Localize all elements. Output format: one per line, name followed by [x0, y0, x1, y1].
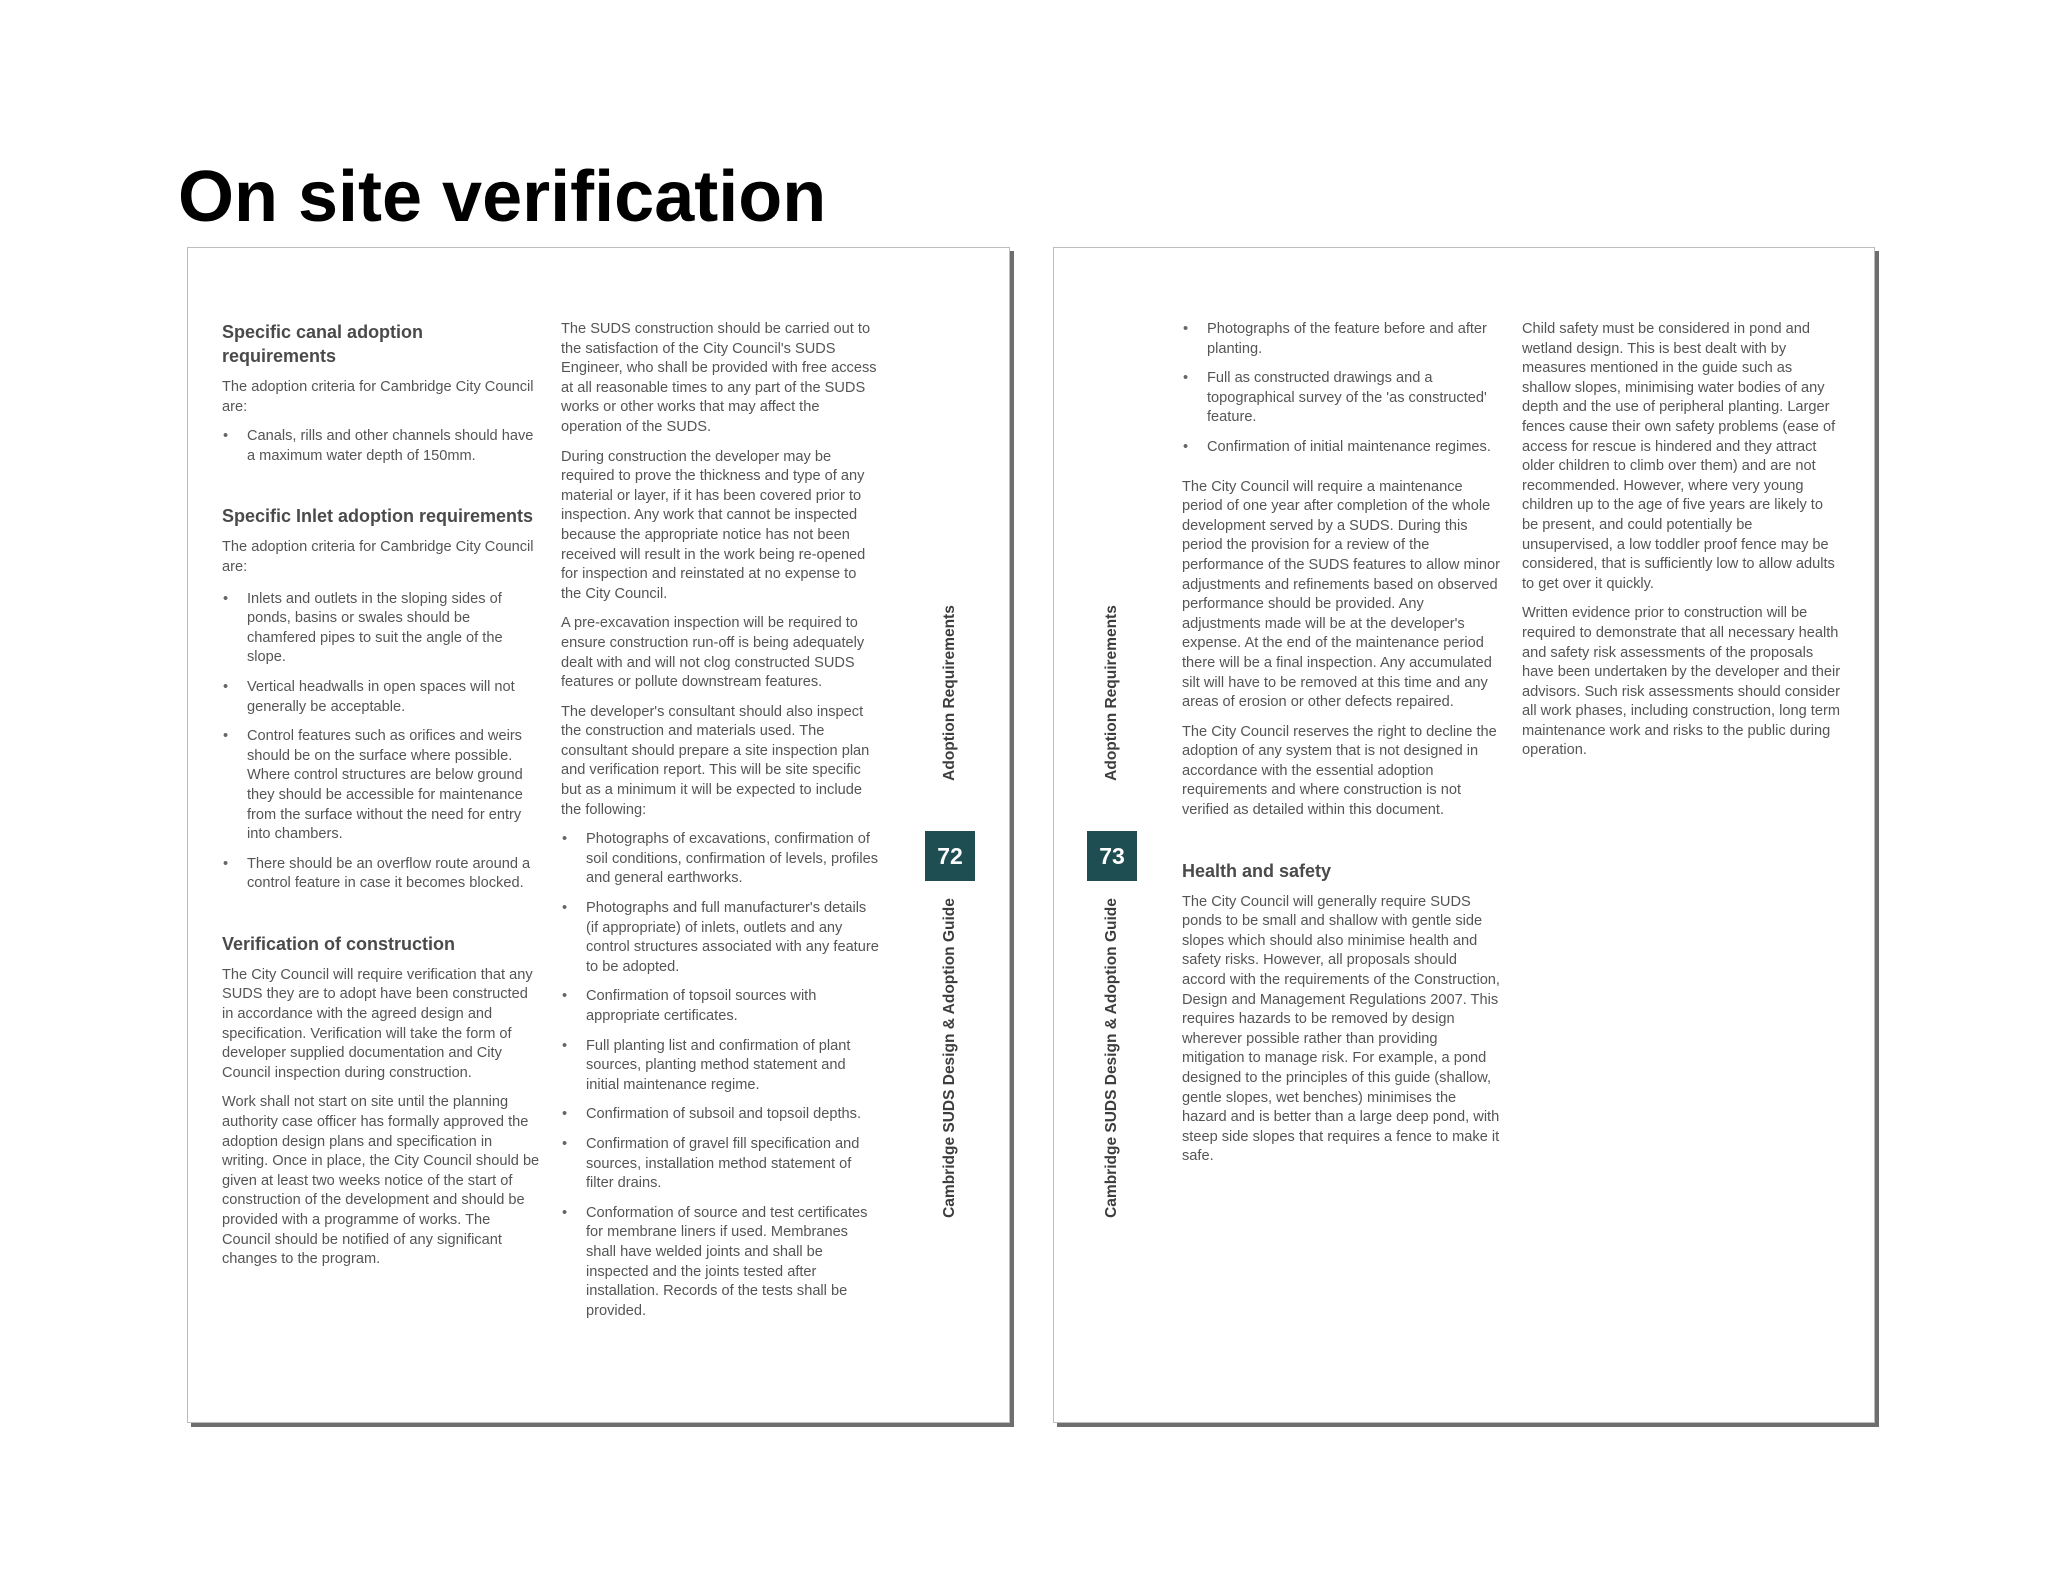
- health-safety-paragraph: The City Council will generally require SUDS ponds to be small and shallow with gentle side slopes which should also minimise health and safety risks. However, all proposals should accord with the requirements of the Construction, Design and Management Regulations 2007. This requires hazards to be removed by design wherever possible rather than providing mitigation to manage risk. For example, a pond designed to the principles of this guide (shallow, gentle slopes, wet benches) minimises the hazard and is better than a large deep pond, with steep side slopes that requires a fence to make it safe.: [1182, 893, 1500, 1165]
- written-evidence-paragraph: Written evidence prior to construction will be required to demonstrate that all necessary health and safety risk assessments of the proposals have been undertaken by the developer and their advisors. Such risk assessments should consider all work phases, including construction, long term maintenance work and risks to the public during operation.: [1522, 605, 1841, 759]
- list-item: • Confirmation of subsoil and topsoil depths.: [561, 1105, 879, 1125]
- list-item: • Canals, rills and other channels should have a maximum water depth of 150mm.: [222, 427, 540, 466]
- right-page-column-2: [1522, 320, 1842, 771]
- canal-adoption-list: [222, 427, 540, 466]
- inspection-requirements-list-continued: [1182, 320, 1504, 458]
- verification-heading: Verification of construction: [222, 933, 456, 954]
- maintenance-paragraph: The City Council will require a maintenance period of one year after completion of the whole development served by a SUDS. During this period the provision for a review of the performance of the SUDS features to allow minor adjustments and refinements based on observed performance should be provided. Any adjustments made will be at the developer's expense. At the end of the maintenance period there will be a final inspection. Any accumulated silt will have to be removed at this time and any areas of erosion or other defects repaired.: [1182, 478, 1500, 711]
- construction-paragraph-1: The SUDS construction should be carried out to the satisfaction of the City Council's SUDS Engineer, who shall be provided with free access at all reasonable times to any part of the SUDS works or other works that may affect the operation of the SUDS.: [561, 321, 877, 435]
- construction-paragraph-4: The developer's consultant should also inspect the construction and materials used. The consultant should prepare a site inspection plan and verification report. This will be site specific but as a minimum it will be expected to include the following:: [561, 703, 870, 818]
- construction-paragraph-3: A pre-excavation inspection will be required to ensure construction run-off is being adequately dealt with and will not clog constructed SUDS features or pollute downstream features.: [561, 615, 865, 691]
- list-item: • Photographs of the feature before and after planting.: [1182, 320, 1504, 359]
- page-number-badge: 72: [925, 831, 975, 881]
- list-item: • Confirmation of topsoil sources with appropriate certificates.: [561, 987, 879, 1026]
- canal-adoption-intro: The adoption criteria for Cambridge City Council are:: [222, 379, 534, 415]
- spine-guide-label: Cambridge SUDS Design & Adoption Guide: [1103, 898, 1120, 1218]
- list-item: • Confirmation of initial maintenance regimes.: [1182, 438, 1504, 458]
- spine-section-label: Adoption Requirements: [941, 605, 958, 781]
- list-item: • Full planting list and confirmation of plant sources, planting method statement and initial maintenance regime.: [561, 1037, 879, 1096]
- list-item: • There should be an overflow route around a control feature in case it becomes blocked.: [222, 855, 540, 894]
- left-page-column-1: [222, 320, 540, 1280]
- list-item: • Photographs of excavations, confirmation of soil conditions, confirmation of levels, profiles and general earthworks.: [561, 830, 879, 889]
- list-item: • Inlets and outlets in the sloping sides of ponds, basins or swales should be chamfered pipes to suit the angle of the slope.: [222, 590, 540, 668]
- child-safety-paragraph: Child safety must be considered in pond and wetland design. This is best dealt with by measures mentioned in the guide such as shallow slopes, minimising water bodies of any depth and the use of peripheral planting. Larger fences cause their own safety problems (ease of access for rescue is hindered and they attract older children to climb over them) and are not recommended. However, where very young children up to the age of five years are likely to be present, and could potentially be unsupervised, a low toddler proof fence may be considered, that is sufficiently low to allow adults to get over it quickly.: [1522, 321, 1836, 592]
- page-number-badge: 73: [1087, 831, 1137, 881]
- list-item: • Full as constructed drawings and a topographical survey of the 'as constructed' feature.: [1182, 369, 1504, 428]
- list-item: • Conformation of source and test certificates for membrane liners if used. Membranes shall have welded joints and shall be inspected and the joints tested after installation. Records of the tests shall be provided.: [561, 1204, 879, 1322]
- list-item: • Confirmation of gravel fill specification and sources, installation method statement of filter drains.: [561, 1135, 879, 1194]
- canal-adoption-heading: Specific canal adoption requirements: [222, 322, 424, 366]
- list-item: • Photographs and full manufacturer's details (if appropriate) of inlets, outlets and any control structures associated with any feature to be adopted.: [561, 899, 879, 977]
- verification-paragraph-2: Work shall not start on site until the planning authority case officer has formally approved the adoption design plans and specification in writing. Once in place, the City Council should be given at least two weeks notice of the start of construction of the development and should be provided with a programme of works. The Council should be notified of any significant changes to the program.: [222, 1094, 540, 1268]
- right-page-column-1: [1182, 320, 1504, 1177]
- right-page-spine: [1087, 588, 1137, 1248]
- left-page-spine: [925, 588, 975, 1248]
- inlet-adoption-intro: The adoption criteria for Cambridge City Council are:: [222, 539, 534, 575]
- spine-guide-label: Cambridge SUDS Design & Adoption Guide: [941, 898, 958, 1218]
- spine-section-label: Adoption Requirements: [1103, 605, 1120, 781]
- slide-title: On site verification: [178, 157, 827, 237]
- construction-paragraph-2: During construction the developer may be required to prove the thickness and type of any material or layer, if it has been covered prior to inspection. Any work that cannot be inspected because the appropriate notice has not been received will result in the work being re-opened for inspection and reinstated at no expense to the City Council.: [561, 448, 866, 602]
- inspection-requirements-list: [561, 830, 879, 1321]
- list-item: • Vertical headwalls in open spaces will not generally be acceptable.: [222, 678, 540, 717]
- verification-paragraph-1: The City Council will require verification that any SUDS they are to adopt have been constructed in accordance with the agreed design and specification. Verification will take the form of developer supplied documentation and City Council inspection during construction.: [222, 966, 533, 1081]
- decline-adoption-paragraph: The City Council reserves the right to decline the adoption of any system that is not designed in accordance with the essential adoption requirements and where construction is not verified as detailed within this document.: [1182, 723, 1497, 819]
- document-page-72: [187, 247, 1010, 1423]
- document-page-73: [1053, 247, 1875, 1423]
- list-item: • Control features such as orifices and weirs should be on the surface where possible. Where control structures are below ground they should be accessible for maintenance from the surface without the need for entry into chambers.: [222, 727, 540, 845]
- health-safety-heading: Health and safety: [1182, 860, 1332, 881]
- left-page-column-2: [561, 320, 879, 1331]
- inlet-adoption-list: [222, 590, 540, 894]
- inlet-adoption-heading: Specific Inlet adoption requirements: [222, 506, 534, 527]
